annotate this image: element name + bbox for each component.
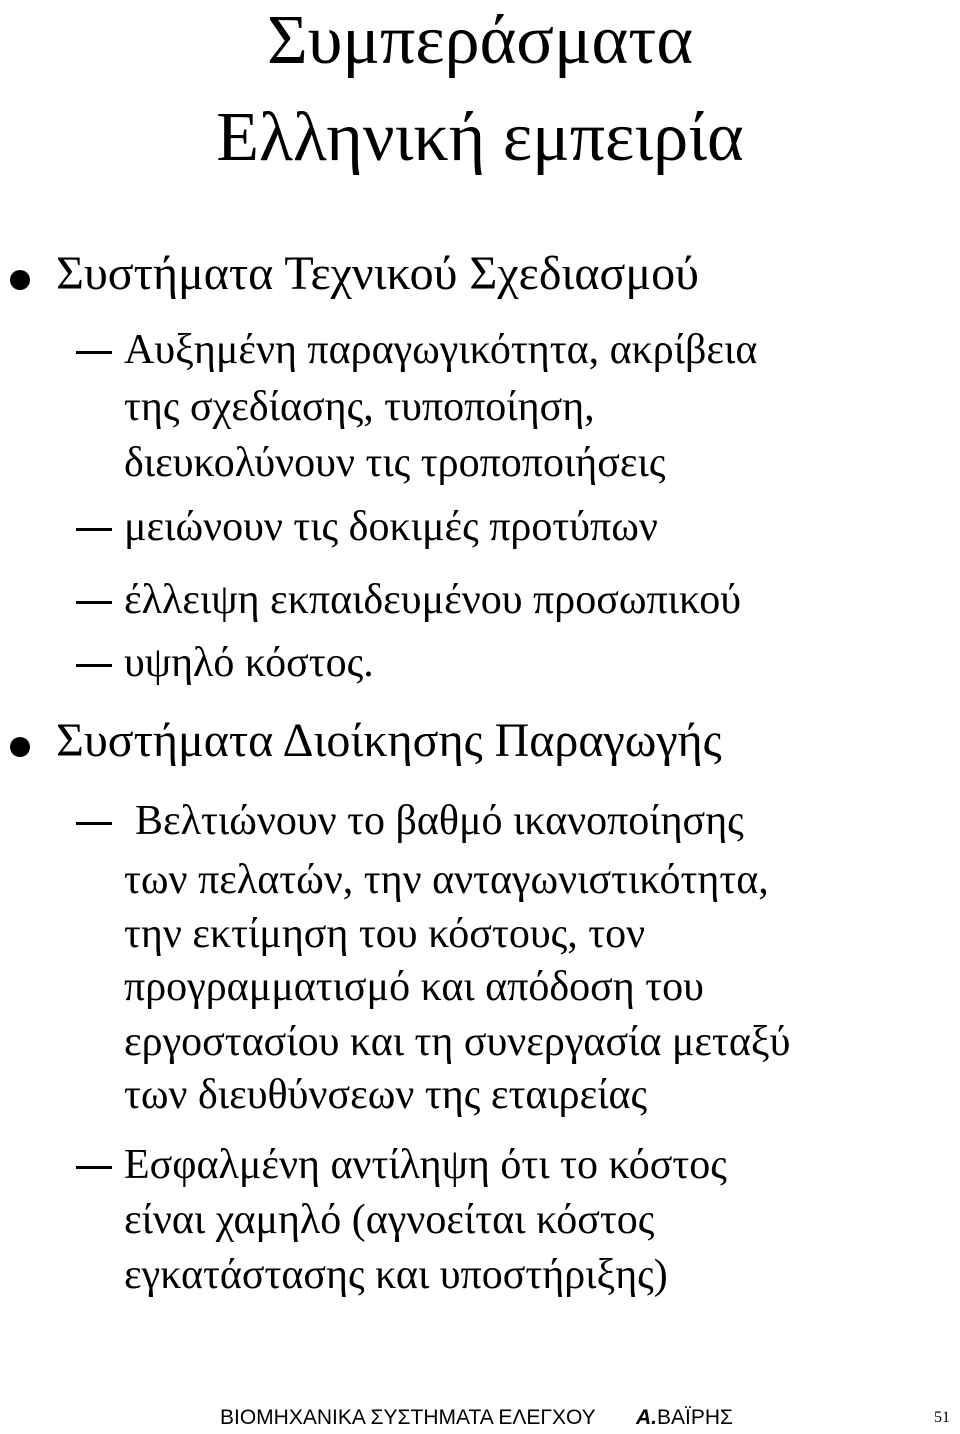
dash-icon: [76, 528, 112, 531]
list-item-line: είναι χαμηλό (αγνοείται κόστος: [124, 1197, 655, 1243]
list-item-line: Αυξημένη παραγωγικότητα, ακρίβεια: [124, 327, 758, 373]
list-item-line: υψηλό κόστος.: [124, 640, 374, 686]
footer-author-initial: Α.: [636, 1406, 657, 1429]
section-heading-text: Συστήματα Διοίκησης Παραγωγής: [56, 714, 722, 767]
slide-title-line-2: Ελληνική εμπειρία: [216, 99, 744, 176]
list-item-line: μειώνουν τις δοκιμές προτύπων: [124, 504, 658, 550]
dash-icon: [76, 664, 112, 667]
bullet-dot-icon: [10, 270, 30, 290]
dash-icon: [76, 601, 112, 604]
dash-icon: [76, 1166, 112, 1169]
list-item-line: Εσφαλμένη αντίληψη ότι το κόστος: [124, 1142, 727, 1188]
list-item-line: εργοστασίου και τη συνεργασία μεταξύ: [124, 1019, 791, 1065]
dash-icon: [76, 822, 112, 825]
list-item-line: έλλειψη εκπαιδευμένου προσωπικού: [124, 577, 742, 623]
slide-title-line-1: Συμπεράσματα: [266, 2, 693, 79]
list-item-line: των πελατών, την ανταγωνιστικότητα,: [124, 857, 769, 903]
footer-author: [636, 1406, 733, 1430]
list-item-line: εγκατάστασης και υποστήριξης): [124, 1252, 668, 1298]
list-item-line: προγραμματισμό και απόδοση του: [124, 964, 704, 1010]
dash-icon: [76, 351, 112, 354]
footer-course-title: ΒΙΟΜΗΧΑΝΙΚΑ ΣΥΣΤΗΜΑΤΑ ΕΛΕΓΧΟΥ: [220, 1406, 596, 1429]
list-item-line: των διευθύνσεων της εταιρείας: [124, 1072, 648, 1118]
list-item-line: Βελτιώνουν το βαθμό ικανοποίησης: [135, 798, 744, 844]
bullet-dot-icon: [10, 737, 30, 757]
section-heading-text: Συστήματα Τεχνικού Σχεδιασμού: [56, 247, 699, 300]
footer: [220, 1406, 734, 1430]
list-item-line: την εκτίμηση του κόστους, τον: [124, 911, 646, 957]
page-number: 51: [934, 1409, 950, 1426]
list-item-line: της σχεδίασης, τυποποίηση,: [124, 384, 595, 430]
footer-author-name: ΒΑΪΡΗΣ: [657, 1406, 734, 1429]
list-item-line: διευκολύνουν τις τροποποιήσεις: [124, 440, 666, 486]
